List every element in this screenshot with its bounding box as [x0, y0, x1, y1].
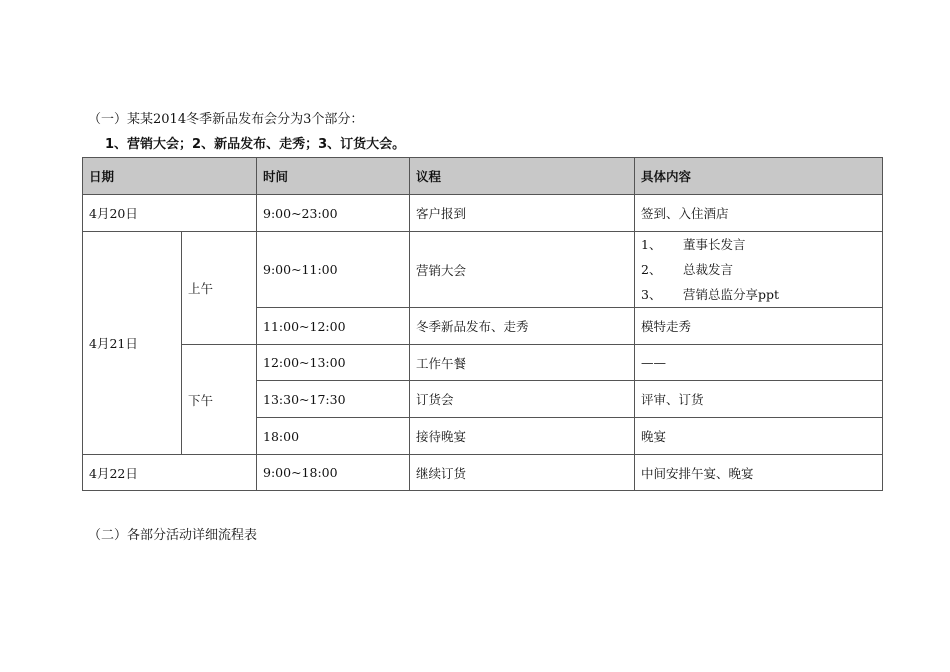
- agenda-cell: 订货会: [410, 381, 635, 418]
- header-date: 日期: [83, 158, 257, 195]
- table-header-row: [83, 158, 883, 195]
- agenda-cell: 接待晚宴: [410, 418, 635, 455]
- period-cell-afternoon: 下午: [182, 345, 257, 455]
- intro-heading: （一）某某2014冬季新品发布会分为3个部分：: [88, 112, 364, 127]
- header-time: 时间: [257, 158, 410, 195]
- list-item: [641, 282, 876, 307]
- time-cell: 9:00~23:00: [257, 195, 410, 232]
- header-details: 具体内容: [635, 158, 883, 195]
- agenda-cell: 工作午餐: [410, 345, 635, 381]
- details-cell: [635, 232, 883, 308]
- date-cell: 4月22日: [83, 455, 257, 491]
- list-text: 总裁发言: [683, 262, 734, 277]
- agenda-cell: 继续订货: [410, 455, 635, 491]
- time-cell: 12:00~13:00: [257, 345, 410, 381]
- period-cell-morning: 上午: [182, 232, 257, 345]
- agenda-cell: 冬季新品发布、走秀: [410, 308, 635, 345]
- section-2-heading: （二）各部分活动详细流程表: [88, 528, 258, 543]
- table-row: [83, 195, 883, 232]
- details-cell: 中间安排午宴、晚宴: [635, 455, 883, 491]
- list-text: 董事长发言: [683, 237, 746, 252]
- agenda-cell: 客户报到: [410, 195, 635, 232]
- list-number: 3、: [641, 287, 662, 302]
- details-cell: ——: [635, 345, 883, 381]
- list-text: 营销总监分享ppt: [683, 287, 780, 302]
- table-row: [83, 345, 883, 381]
- details-cell: 评审、订货: [635, 381, 883, 418]
- agenda-cell: 营销大会: [410, 232, 635, 308]
- details-cell: 签到、入住酒店: [635, 195, 883, 232]
- date-cell: 4月21日: [83, 232, 182, 455]
- time-cell: 9:00~18:00: [257, 455, 410, 491]
- time-cell: 9:00~11:00: [257, 232, 410, 308]
- time-cell: 11:00~12:00: [257, 308, 410, 345]
- schedule-table: [82, 157, 883, 491]
- list-number: 1、: [641, 237, 662, 252]
- table-row: [83, 232, 883, 308]
- list-item: [641, 232, 876, 257]
- header-agenda: 议程: [410, 158, 635, 195]
- intro-parts: 1、营销大会；2、新品发布、走秀；3、订货大会。: [105, 137, 406, 152]
- list-number: 2、: [641, 262, 662, 277]
- time-cell: 13:30~17:30: [257, 381, 410, 418]
- details-cell: 晚宴: [635, 418, 883, 455]
- list-item: [641, 257, 876, 282]
- time-cell: 18:00: [257, 418, 410, 455]
- table-row: [83, 455, 883, 491]
- details-cell: 模特走秀: [635, 308, 883, 345]
- date-cell: 4月20日: [83, 195, 257, 232]
